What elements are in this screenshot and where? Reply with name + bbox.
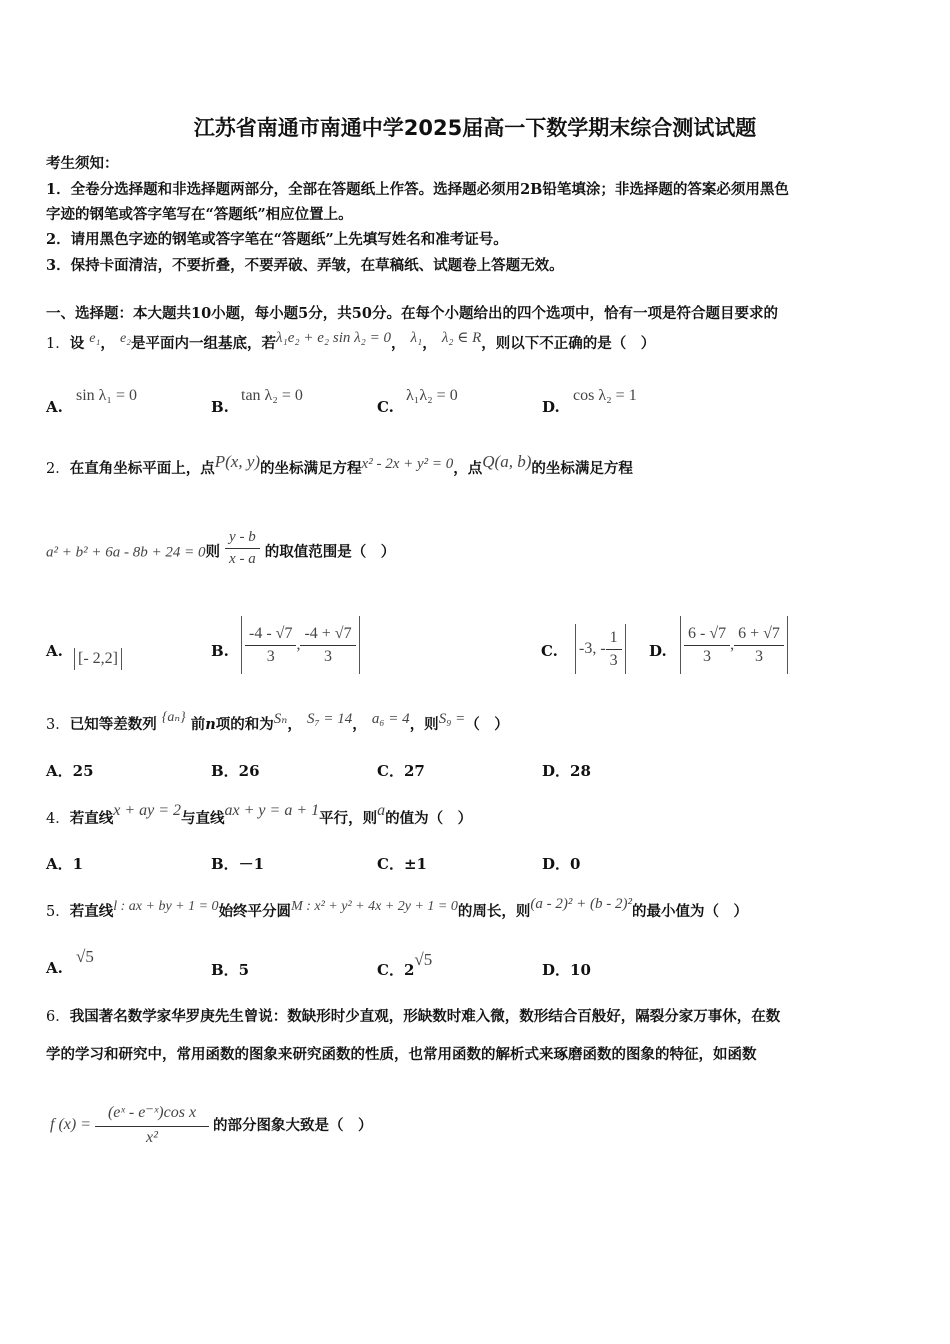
option-c-value: -3, - $\frac{1}{3}$ — [575, 624, 626, 674]
notice-item: 2．请用黑色字迹的钢笔或答字笔在“答题纸”上先填写姓名和准考证号。 — [46, 231, 508, 248]
option-d[interactable]: D．0 — [542, 855, 581, 873]
option-b[interactable]: B．5 — [211, 961, 250, 979]
option-a[interactable]: A．25 — [46, 762, 94, 780]
question-number: 3． — [46, 717, 70, 733]
option-a-value: √5 — [76, 947, 94, 966]
option-d[interactable]: D．10 — [542, 961, 591, 979]
option-c[interactable]: C．±1 — [377, 855, 427, 873]
question-6: 6．我国著名数学家华罗庚先生曾说：数缺形时少直观，形缺数时难入微，数形结合百般好，隔裂分家万事休，在数 — [46, 1008, 781, 1025]
section-heading: 一、选择题：本大题共10小题，每小题5分，共50分。在每个小题给出的四个选项中，恰有一项是符合题目要求的 — [46, 305, 778, 322]
notice-item: 字迹的钢笔或答字笔写在“答题纸”相应位置上。 — [46, 206, 353, 223]
option-a[interactable]: A. — [46, 959, 63, 977]
option-b-value: $\frac{-4 - √7}{3}$ , $\frac{-4 + √7}{3}$ — [241, 616, 360, 674]
notice-item: 3．保持卡面清洁，不要折叠，不要弄破、弄皱，在草稿纸、试题卷上答题无效。 — [46, 257, 564, 274]
option-d[interactable]: D. — [649, 642, 667, 660]
option-a[interactable]: A. — [46, 642, 63, 660]
option-a[interactable]: A. — [46, 398, 63, 416]
option-c[interactable]: C．27 — [377, 762, 425, 780]
option-c[interactable]: C．2√5 — [377, 950, 433, 979]
question-number: 5． — [46, 904, 70, 920]
question-number: 1． — [46, 336, 70, 352]
fraction: $\frac{\text{(eˣ - e⁻ˣ)cos x}}{\text{x²}}$ — [95, 1102, 209, 1147]
option-d[interactable]: D．28 — [542, 762, 591, 780]
question-2-line2: a² + b² + 6a - 8b + 24 = 0则 $\frac{y - b}{x - a}$ 的取值范围是（ ） — [46, 529, 396, 567]
option-c[interactable]: C. — [541, 642, 558, 660]
option-a-value: sin λ₁ = 0 — [76, 387, 138, 404]
option-b[interactable]: B．－1 — [211, 855, 265, 873]
option-a[interactable]: A．1 — [46, 855, 84, 873]
option-d[interactable]: D. — [542, 398, 560, 416]
option-b[interactable]: B. — [211, 642, 229, 660]
notice-heading: 考生须知： — [46, 155, 119, 172]
option-d-value: $\frac{6 - √7}{3}$ , $\frac{6 + √7}{3}$ — [680, 616, 788, 674]
page-title: 江苏省南通市南通中学2025届高一下数学期末综合测试试题 — [193, 116, 757, 140]
option-d-value: cos λ₂ = 1 — [573, 387, 637, 404]
question-number: 4． — [46, 811, 70, 827]
option-c[interactable]: C. — [377, 398, 394, 416]
question-6-line2: 学的学习和研究中，常用函数的图象来研究函数的性质，也常用函数的解析式来琢磨函数的图象的特征，如函数 — [46, 1046, 757, 1063]
question-4: 4．若直线x + ay = 2与直线ax + y = a + 1平行，则a的值为（ ） — [46, 802, 473, 827]
question-number: 6． — [46, 1009, 70, 1025]
question-5: 5．若直线l : ax + by + 1 = 0始终平分圆M : x² + y² + 4x + 2y + 1 = 0的周长，则(a - 2)² + (b - 2)²的最小值为（ ） — [46, 896, 748, 920]
question-3: 3．已知等差数列 {aₙ} 前n项的和为Sₙ， S₇ = 14， a₆ = 4，则S₉ =（ ） — [46, 710, 509, 733]
fraction: $\frac{y - b}{x - a}$ — [225, 529, 260, 568]
notice-item: 1．全卷分选择题和非选择题两部分，全部在答题纸上作答。选择题必须用2B铅笔填涂；非选择题的答案必须用黑色 — [46, 181, 789, 198]
option-a-value: [- 2,2] — [74, 648, 122, 670]
option-b[interactable]: B. — [211, 398, 229, 416]
option-b-value: tan λ₂ = 0 — [241, 387, 303, 404]
question-number: 2． — [46, 461, 70, 477]
question-6-formula: f (x) = $\frac{\text{(eˣ - e⁻ˣ)cos x}}{\text{x²}}$ 的部分图象大致是（ ） — [50, 1104, 373, 1146]
question-2: 2．在直角坐标平面上，点P(x, y)的坐标满足方程x² - 2x + y² = 0，点Q(a, b)的坐标满足方程 — [46, 452, 633, 477]
option-b[interactable]: B．26 — [211, 762, 260, 780]
question-1: 1．设 e₁， e₂是平面内一组基底，若λ₁e₂ + e₂ sin λ₂ = 0， λ₁， λ₂ ∈ R，则以下不正确的是（ ） — [46, 330, 656, 352]
option-c-value: λ₁λ₂ = 0 — [406, 387, 458, 404]
